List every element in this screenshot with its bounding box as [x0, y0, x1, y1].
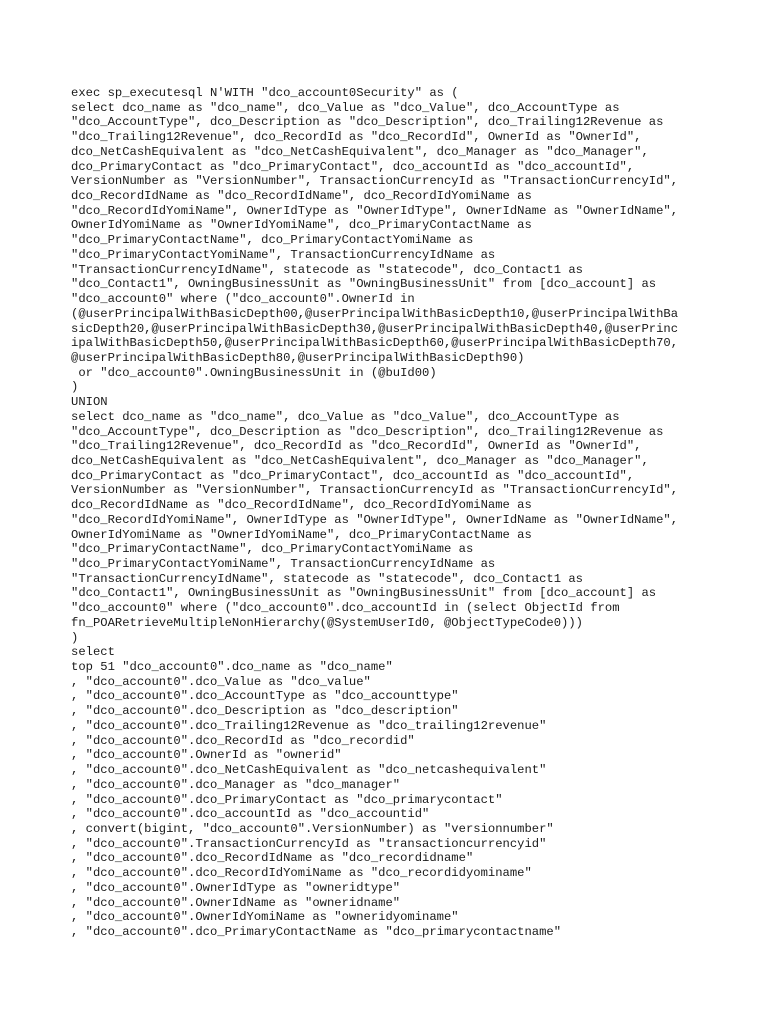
code-line: ) [71, 380, 79, 395]
code-line: "dco_Trailing12Revenue", dco_RecordId as "dco_RecordId", OwnerId as "OwnerId", [71, 439, 642, 454]
code-line: "dco_AccountType", dco_Description as "dco_Description", dco_Trailing12Revenue as [71, 424, 664, 439]
code-line: "dco_account0" where ("dco_account0".dco_accountId in (select ObjectId from [71, 601, 620, 616]
code-line: VersionNumber as "VersionNumber", TransactionCurrencyId as "TransactionCurrencyId", [71, 483, 679, 498]
code-line: OwnerIdYomiName as "OwnerIdYomiName", dco_PrimaryContactName as [71, 218, 532, 233]
code-line: top 51 "dco_account0".dco_name as "dco_name" [71, 660, 393, 675]
code-line: exec sp_executesql N'WITH "dco_account0Security" as ( [71, 86, 459, 100]
code-line: , "dco_account0".dco_Value as "dco_value" [71, 674, 371, 689]
code-line: dco_PrimaryContact as "dco_PrimaryContact", dco_accountId as "dco_accountId", [71, 159, 635, 174]
code-line: "dco_AccountType", dco_Description as "dco_Description", dco_Trailing12Revenue as [71, 115, 664, 130]
code-line: @userPrincipalWithBasicDepth80,@userPrincipalWithBasicDepth90) [71, 350, 525, 365]
code-line: OwnerIdYomiName as "OwnerIdYomiName", dco_PrimaryContactName as [71, 527, 532, 542]
code-line: "TransactionCurrencyIdName", statecode as "statecode", dco_Contact1 as [71, 262, 583, 277]
code-line: sicDepth20,@userPrincipalWithBasicDepth30,@userPrincipalWithBasicDepth40,@userPrinc [71, 321, 679, 336]
code-line: , "dco_account0".dco_Description as "dco_description" [71, 704, 459, 719]
code-line: "dco_RecordIdYomiName", OwnerIdType as "OwnerIdType", OwnerIdName as "OwnerIdName", [71, 512, 679, 527]
code-line: "dco_Contact1", OwningBusinessUnit as "OwningBusinessUnit" from [dco_account] as [71, 277, 657, 292]
code-line: dco_RecordIdName as "dco_RecordIdName", dco_RecordIdYomiName as [71, 189, 532, 204]
code-line: , "dco_account0".dco_PrimaryContact as "dco_primarycontact" [71, 792, 503, 807]
code-line: , "dco_account0".dco_RecordIdYomiName as "dco_recordidyominame" [71, 866, 532, 881]
code-line: "dco_PrimaryContactYomiName", TransactionCurrencyIdName as [71, 247, 496, 262]
code-line: , "dco_account0".TransactionCurrencyId as "transactioncurrencyid" [71, 836, 547, 851]
code-line: fn_POARetrieveMultipleNonHierarchy(@SystemUserId0, @ObjectTypeCode0))) [71, 615, 583, 630]
code-line: , convert(bigint, "dco_account0".VersionNumber) as "versionnumber" [71, 821, 554, 836]
code-line: VersionNumber as "VersionNumber", TransactionCurrencyId as "TransactionCurrencyId", [71, 174, 679, 189]
code-line: select [71, 645, 115, 660]
code-line: (@userPrincipalWithBasicDepth00,@userPrincipalWithBasicDepth10,@userPrincipalWithBa [71, 306, 679, 321]
code-line: , "dco_account0".dco_RecordIdName as "dco_recordidname" [71, 851, 474, 866]
code-line: ) [71, 630, 79, 645]
code-line: dco_RecordIdName as "dco_RecordIdName", dco_RecordIdYomiName as [71, 498, 532, 513]
code-line: , "dco_account0".dco_AccountType as "dco_accounttype" [71, 689, 459, 704]
code-line: "dco_Contact1", OwningBusinessUnit as "OwningBusinessUnit" from [dco_account] as [71, 586, 657, 601]
code-line: "dco_RecordIdYomiName", OwnerIdType as "OwnerIdType", OwnerIdName as "OwnerIdName", [71, 203, 679, 218]
code-line: select dco_name as "dco_name", dco_Value as "dco_Value", dco_AccountType as [71, 100, 620, 115]
code-line: , "dco_account0".dco_Manager as "dco_manager" [71, 777, 401, 792]
code-line: , "dco_account0".dco_PrimaryContactName as "dco_primarycontactname" [71, 924, 562, 939]
code-line: ipalWithBasicDepth50,@userPrincipalWithBasicDepth60,@userPrincipalWithBasicDepth70, [71, 336, 679, 351]
code-line: "dco_Trailing12Revenue", dco_RecordId as "dco_RecordId", OwnerId as "OwnerId", [71, 130, 642, 145]
code-line: , "dco_account0".dco_accountId as "dco_accountid" [71, 807, 430, 822]
code-line: "dco_PrimaryContactYomiName", TransactionCurrencyIdName as [71, 557, 496, 571]
code-line: , "dco_account0".OwnerId as "ownerid" [71, 748, 342, 763]
code-line: select dco_name as "dco_name", dco_Value as "dco_Value", dco_AccountType as [71, 409, 620, 424]
code-line: dco_PrimaryContact as "dco_PrimaryContact", dco_accountId as "dco_accountId", [71, 468, 635, 483]
code-line: , "dco_account0".dco_Trailing12Revenue as "dco_trailing12revenue" [71, 718, 547, 733]
code-line: dco_NetCashEquivalent as "dco_NetCashEquivalent", dco_Manager as "dco_Manager", [71, 144, 649, 159]
code-line: UNION [71, 395, 108, 410]
code-line: , "dco_account0".OwnerIdType as "owneridtype" [71, 880, 401, 895]
code-line: "dco_PrimaryContactName", dco_PrimaryContactYomiName as [71, 233, 474, 248]
code-line: , "dco_account0".OwnerIdName as "owneridname" [71, 895, 401, 910]
sql-document [71, 86, 731, 940]
code-line: "dco_account0" where ("dco_account0".OwnerId in [71, 292, 415, 307]
code-line: "TransactionCurrencyIdName", statecode as "statecode", dco_Contact1 as [71, 571, 583, 586]
code-line: , "dco_account0".dco_RecordId as "dco_recordid" [71, 733, 415, 748]
code-line: dco_NetCashEquivalent as "dco_NetCashEquivalent", dco_Manager as "dco_Manager", [71, 453, 649, 468]
code-line: , "dco_account0".OwnerIdYomiName as "owneridyominame" [71, 910, 459, 925]
code-line: , "dco_account0".dco_NetCashEquivalent as "dco_netcashequivalent" [71, 763, 547, 778]
code-line: or "dco_account0".OwningBusinessUnit in (@buId00) [71, 365, 437, 380]
code-line: "dco_PrimaryContactName", dco_PrimaryContactYomiName as [71, 542, 474, 557]
